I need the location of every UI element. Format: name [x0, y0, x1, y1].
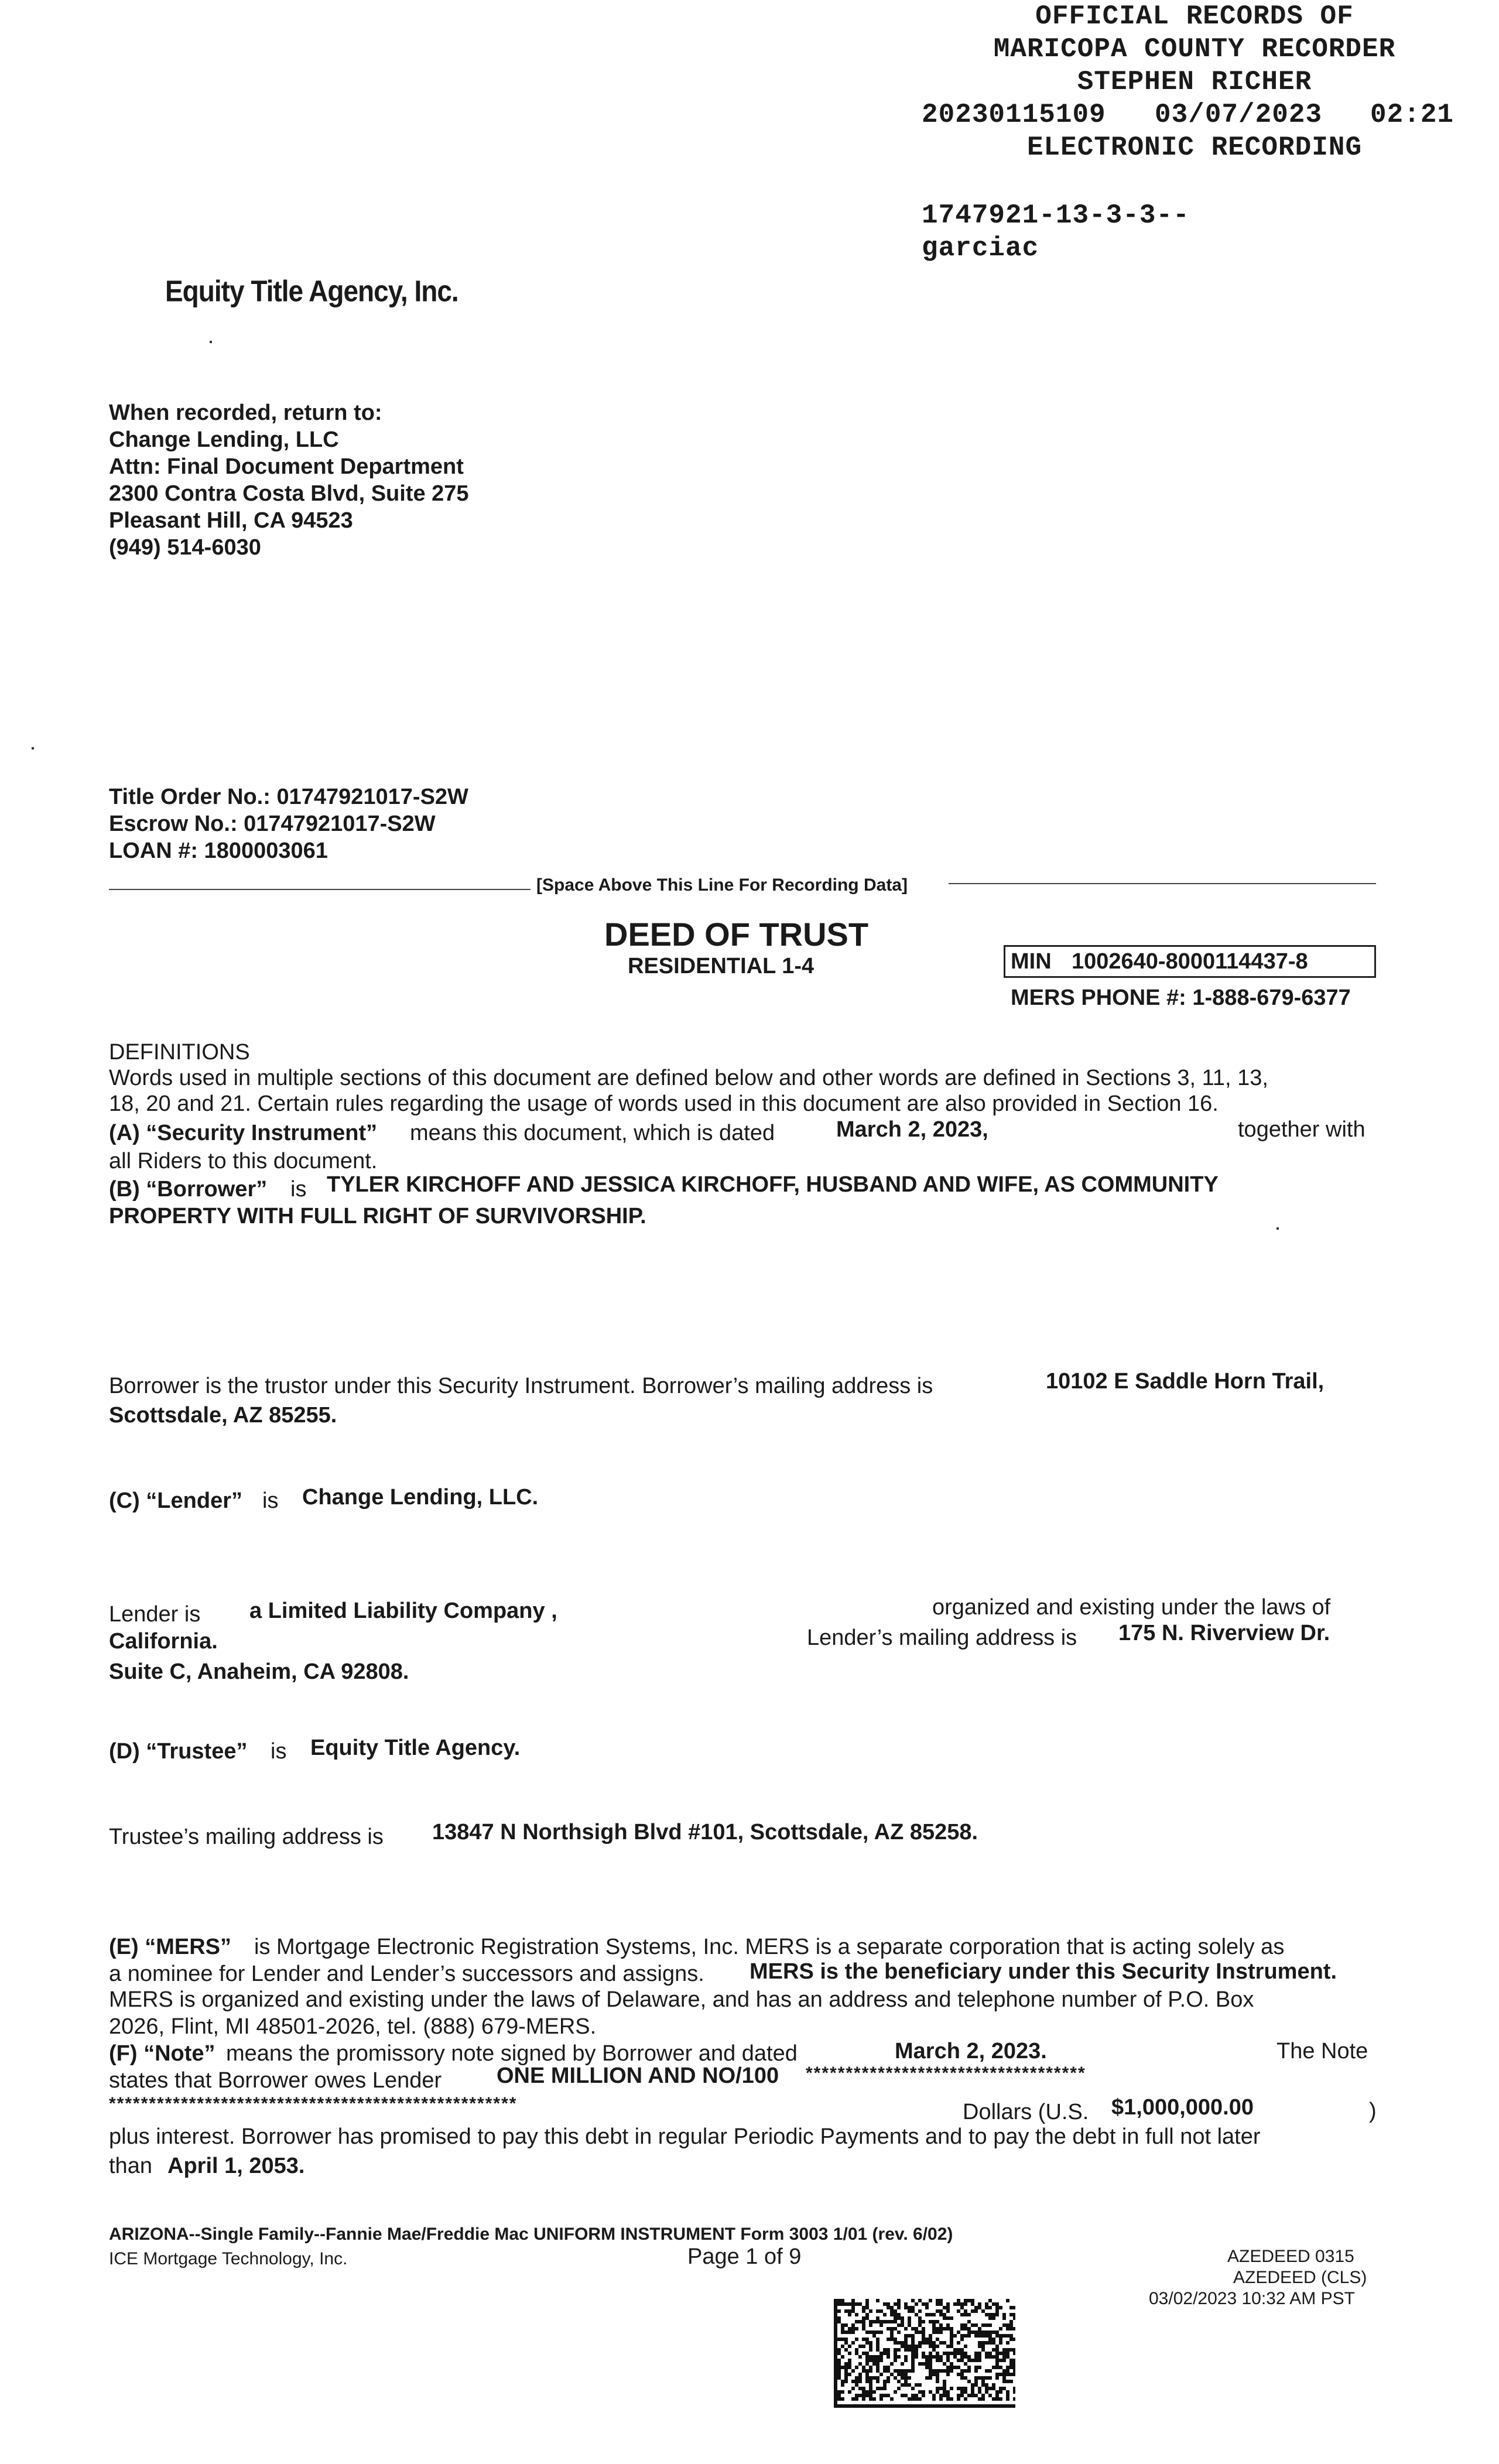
lender-address-line-1: 175 N. Riverview Dr. — [1118, 1621, 1330, 1645]
maturity-date: April 1, 2053. — [167, 2154, 305, 2178]
def-d-is: is — [271, 1739, 287, 1764]
def-f-line-2: states that Borrower owes Lender — [109, 2068, 442, 2093]
def-f-date: March 2, 2023. — [895, 2039, 1047, 2063]
def-f-text: means the promissory note signed by Borrower and dated — [226, 2041, 798, 2066]
return-to-street: 2300 Contra Costa Blvd, Suite 275 — [109, 481, 469, 506]
lender-state: California. — [109, 1629, 218, 1654]
footer-company: ICE Mortgage Technology, Inc. — [109, 2249, 348, 2268]
def-c-label: (C) “Lender” — [109, 1488, 242, 1513]
def-e-line-2b: MERS is the beneficiary under this Security Instrument. — [750, 1959, 1337, 1984]
def-b-label: (B) “Borrower” — [109, 1177, 268, 1202]
document-subtitle: RESIDENTIAL 1-4 — [628, 954, 814, 978]
trustor-text: Borrower is the trustor under this Security Instrument. Borrower’s mailing address is — [109, 1374, 933, 1398]
borrower-names-line-1: TYLER KIRCHOFF AND JESSICA KIRCHOFF, HUSBAND AND WIFE, AS COMMUNITY — [327, 1172, 1219, 1197]
lender-is-label: Lender is — [109, 1602, 201, 1627]
def-f-tail: The Note — [1276, 2039, 1368, 2063]
form-timestamp: 03/02/2023 10:32 AM PST — [1149, 2289, 1355, 2308]
electronic-recording: ELECTRONIC RECORDING — [1026, 132, 1363, 163]
def-e-line-1: is Mortgage Electronic Registration Systems, Inc. MERS is a separate corporation that is acting solely as — [254, 1935, 1285, 1959]
loan-number: LOAN #: 1800003061 — [109, 839, 328, 863]
trustee-name: Equity Title Agency. — [310, 1736, 521, 1760]
agency-name: Equity Title Agency, Inc. — [165, 274, 458, 308]
def-b-is: is — [290, 1177, 307, 1202]
def-e-line-4: 2026, Flint, MI 48501-2026, tel. (888) 679-MERS. — [109, 2014, 597, 2039]
def-f-label: (F) “Note” — [109, 2041, 215, 2066]
closing-paren: ) — [1369, 2099, 1377, 2123]
def-f-line-4: plus interest. Borrower has promised to pay this debt in regular Periodic Payments and to pay the debt in full not later — [109, 2124, 1261, 2149]
def-a-date: March 2, 2023, — [836, 1117, 988, 1142]
min-label: MIN — [1011, 949, 1052, 974]
form-code-2: AZEDEED (CLS) — [1233, 2268, 1367, 2287]
reference-code: 1747921-13-3-3-- — [922, 200, 1190, 231]
return-to-phone: (949) 514-6030 — [109, 535, 261, 560]
fee-number: 20230115109 — [922, 100, 1106, 130]
form-code-1: AZEDEED 0315 — [1227, 2247, 1354, 2266]
recording-divider-right — [949, 883, 1376, 884]
recorder-line-2: MARICOPA COUNTY RECORDER — [993, 34, 1396, 64]
definitions-intro-line-2: 18, 20 and 21. Certain rules regarding the usage of words used in this document are also provided in Section 16. — [109, 1091, 1219, 1116]
borrower-address-line-1: 10102 E Saddle Horn Trail, — [1046, 1369, 1325, 1394]
speck — [1276, 1227, 1279, 1230]
lender-name: Change Lending, LLC. — [302, 1485, 539, 1510]
lender-mailing-label: Lender’s mailing address is — [807, 1625, 1077, 1650]
def-c-is: is — [262, 1488, 279, 1513]
escrow-number: Escrow No.: 01747921017-S2W — [109, 812, 436, 836]
title-order-number: Title Order No.: 01747921017-S2W — [109, 785, 468, 809]
trustee-mailing-label: Trustee’s mailing address is — [109, 1825, 384, 1849]
def-a-label: (A) “Security Instrument” — [109, 1121, 378, 1145]
def-a-line-2: all Riders to this document. — [109, 1149, 378, 1173]
return-to-company: Change Lending, LLC — [109, 427, 339, 452]
lender-entity-type: a Limited Liability Company , — [249, 1599, 557, 1623]
note-stars-line-1: *********************************** — [806, 2063, 1086, 2083]
def-e-line-3: MERS is organized and existing under the laws of Delaware, and has an address and telephone number of P.O. Box — [109, 1987, 1254, 2012]
recorder-line-1: OFFICIAL RECORDS OF — [1035, 1, 1354, 32]
def-e-line-2a: a nominee for Lender and Lender’s successors and assigns. — [109, 1962, 704, 1986]
def-d-label: (D) “Trustee” — [109, 1739, 248, 1764]
document-title: DEED OF TRUST — [604, 916, 869, 953]
mers-phone: MERS PHONE #: 1-888-679-6377 — [1011, 985, 1351, 1010]
lender-address-line-2: Suite C, Anaheim, CA 92808. — [109, 1659, 409, 1684]
return-to-heading: When recorded, return to: — [109, 401, 382, 425]
definitions-intro-line-1: Words used in multiple sections of this document are defined below and other words are defined in Sections 3, 11, 13, — [109, 1066, 1268, 1090]
recorder-name: STEPHEN RICHER — [1077, 67, 1312, 97]
speck — [32, 747, 34, 750]
def-e-label: (E) “MERS” — [109, 1935, 231, 1959]
clerk-id: garciac — [922, 233, 1039, 263]
note-amount: $1,000,000.00 — [1111, 2095, 1254, 2120]
organized-text: organized and existing under the laws of — [932, 1595, 1331, 1620]
def-a-text: means this document, which is dated — [410, 1121, 775, 1145]
recording-date: 03/07/2023 — [1155, 100, 1323, 130]
space-above-label: [Space Above This Line For Recording Data] — [536, 875, 908, 895]
datamatrix-barcode — [834, 2299, 1015, 2408]
form-identifier: ARIZONA--Single Family--Fannie Mae/Freddie Mac UNIFORM INSTRUMENT Form 3003 1/01 (rev. 6/02) — [109, 2225, 953, 2244]
borrower-names-line-2: PROPERTY WITH FULL RIGHT OF SURVIVORSHIP. — [109, 1204, 646, 1228]
note-amount-words: ONE MILLION AND NO/100 — [497, 2063, 779, 2088]
def-a-tail: together with — [1238, 1117, 1365, 1142]
return-to-city: Pleasant Hill, CA 94523 — [109, 508, 353, 533]
def-f-than: than — [109, 2154, 152, 2178]
recording-time: 02:21 — [1370, 100, 1454, 130]
page-number: Page 1 of 9 — [687, 2244, 802, 2269]
borrower-address-line-2: Scottsdale, AZ 85255. — [109, 1403, 337, 1428]
return-to-attn: Attn: Final Document Department — [109, 454, 464, 479]
trustee-address: 13847 N Northsigh Blvd #101, Scottsdale, AZ 85258. — [432, 1820, 978, 1844]
note-stars-line-2: *************************************************** — [109, 2094, 518, 2113]
min-number: 1002640-8000114437-8 — [1072, 949, 1308, 974]
recording-divider-left — [109, 889, 531, 890]
speck — [210, 341, 212, 343]
definitions-heading: DEFINITIONS — [109, 1040, 250, 1065]
dollars-label: Dollars (U.S. — [963, 2100, 1089, 2124]
